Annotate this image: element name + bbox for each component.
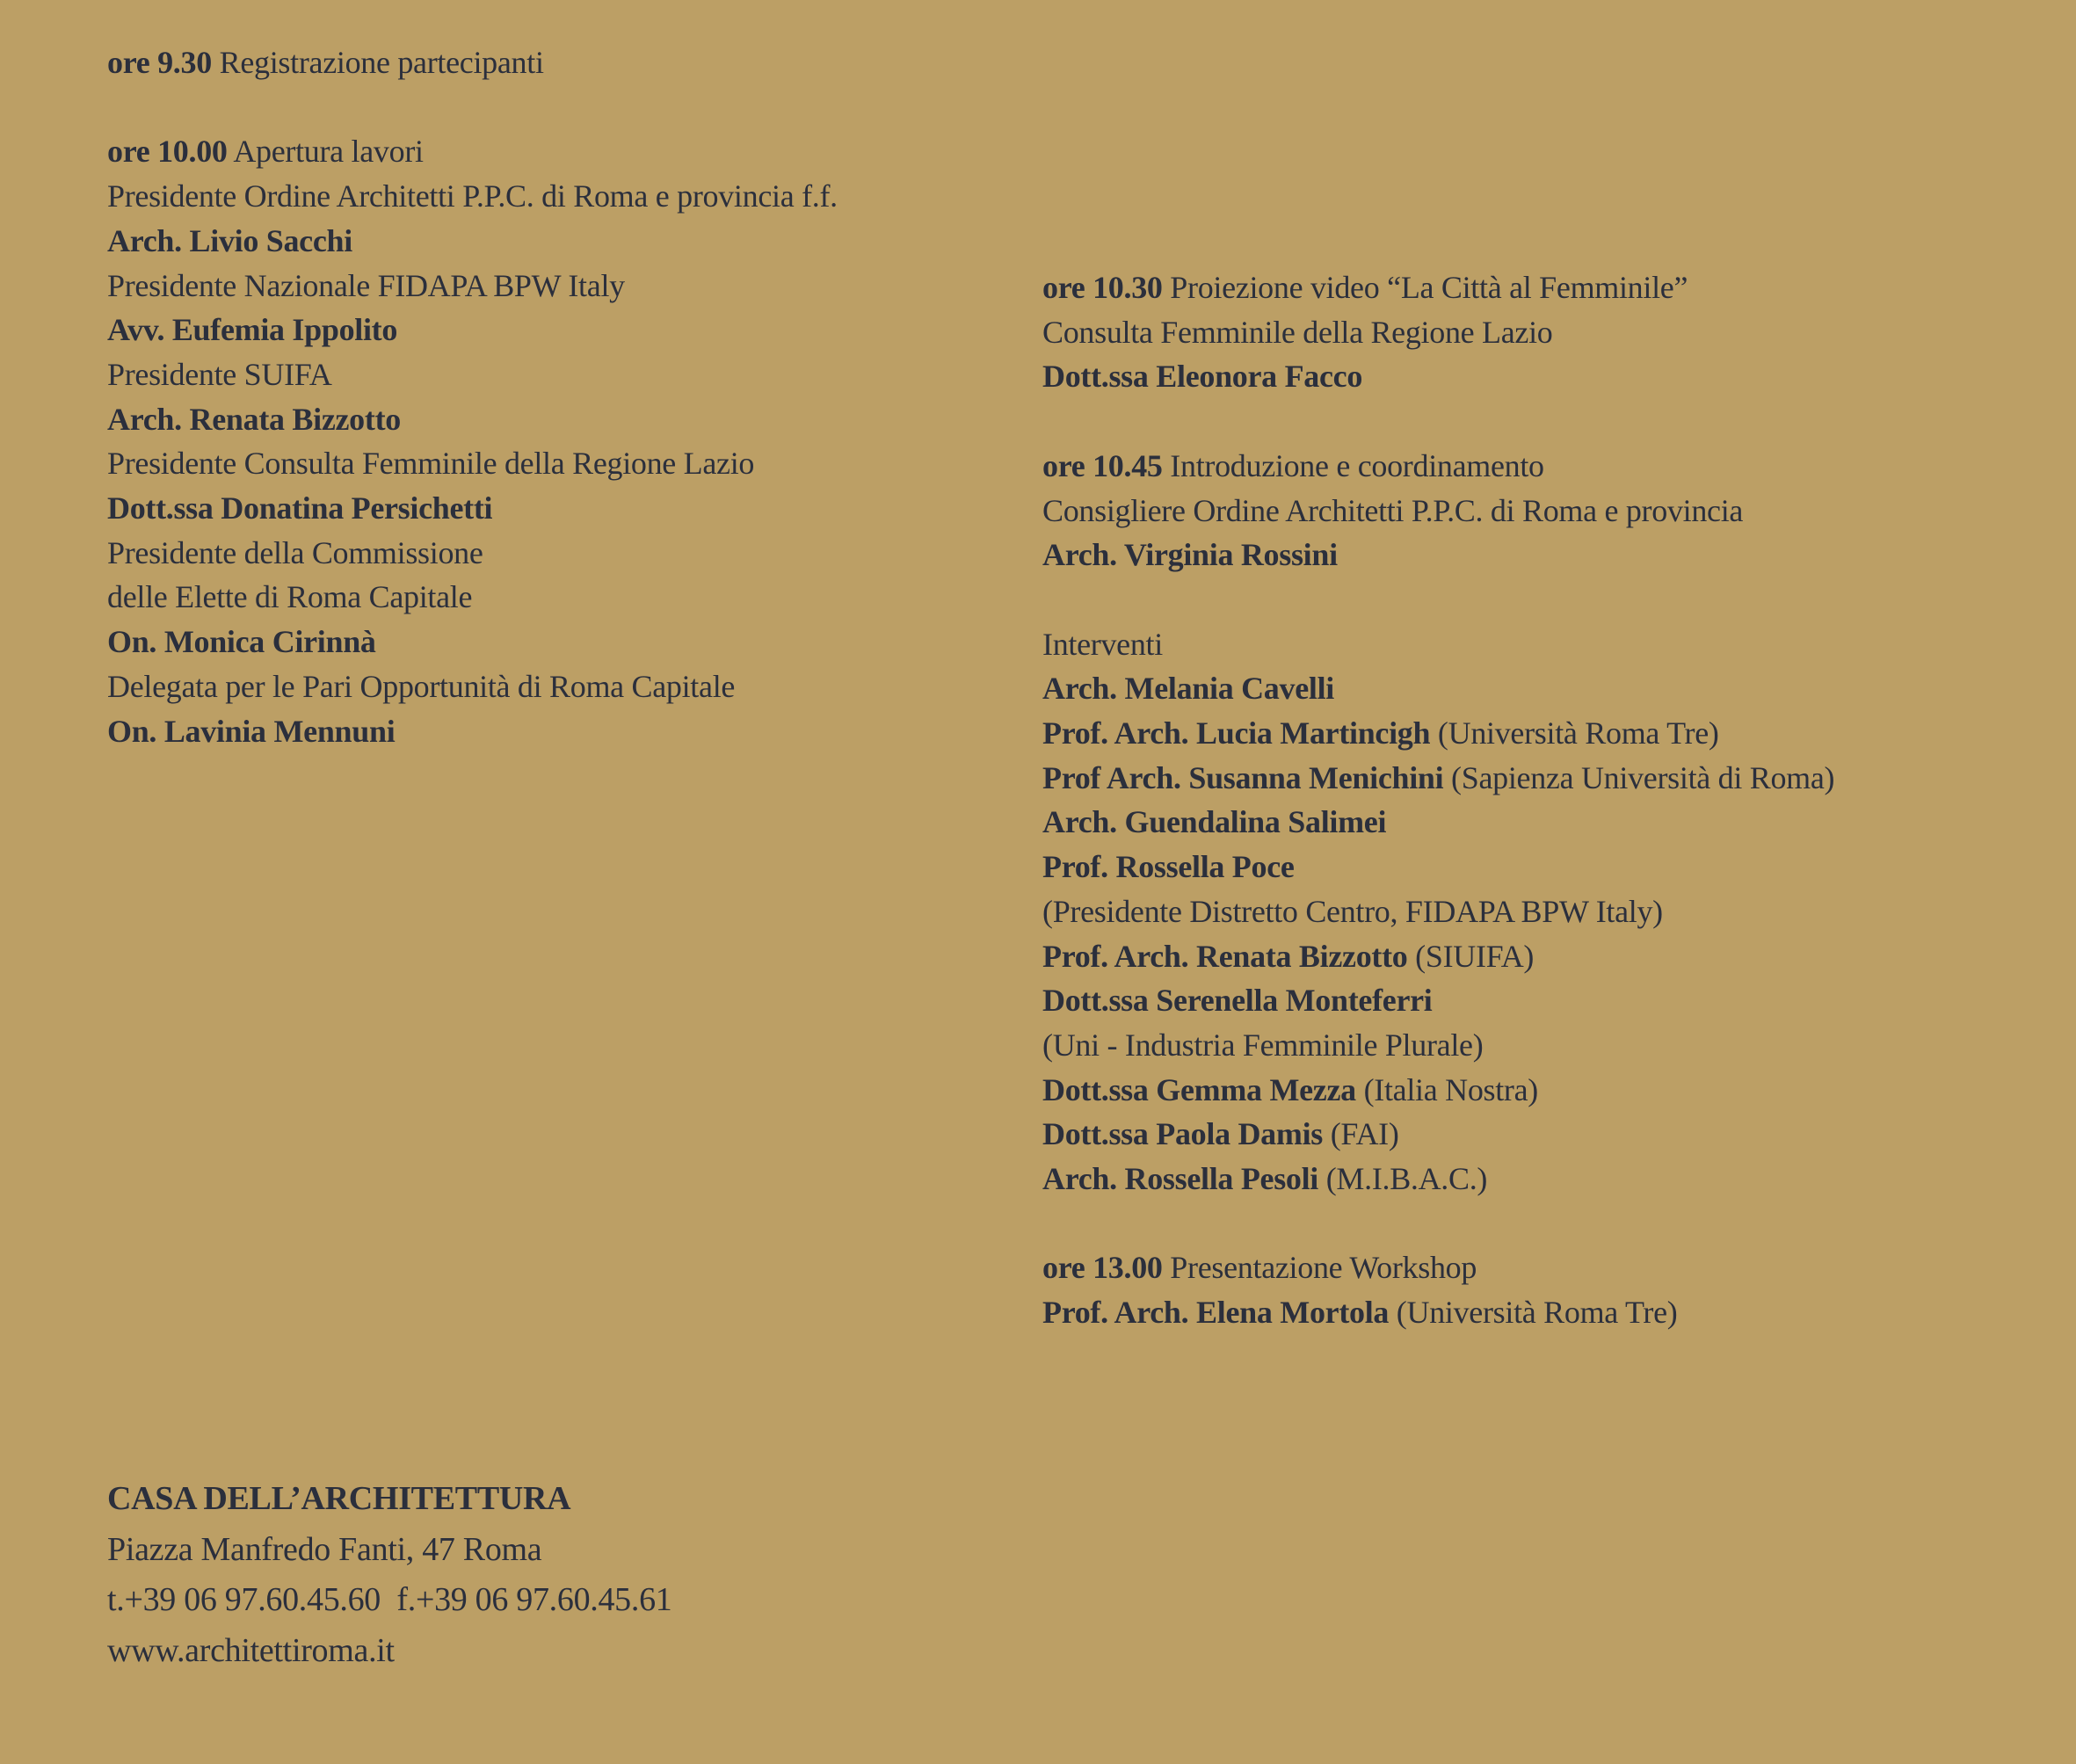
program-line [107,575,1039,620]
emphasis-text-segment: Prof. Arch. Elena Mortola [1042,1295,1390,1331]
program-line [107,219,1039,264]
program-line [107,129,1039,174]
text-segment: Delegata per le Pari Opportunità di Roma Capitale [107,668,736,704]
emphasis-text-segment: Arch. Livio Sacchi [107,222,352,258]
program-line [1042,399,2076,444]
text-segment: (Università Roma Tre) [1389,1295,1678,1331]
program-line [107,709,1039,754]
emphasis-text-segment: Dott.ssa Serenella Monteferri [1042,983,1433,1019]
program-line [107,486,1039,531]
text-segment: Presidente della Commissione [107,534,483,570]
emphasis-text-segment: ore 10.45 [1042,447,1163,483]
program-line [1042,711,2076,756]
program-line [107,352,1039,397]
program-line [1042,889,2076,934]
program-line [1042,354,2076,399]
text-segment: Consulta Femminile della Regione Lazio [1042,314,1553,350]
program-left-column [107,40,1039,753]
program-line [107,1474,671,1525]
text-segment: (SIUIFA) [1407,938,1535,974]
program-line [1042,978,2076,1023]
program-line [1042,577,2076,622]
program-line [1042,310,2076,355]
emphasis-text-segment: Prof Arch. Susanna Menichini [1042,759,1444,795]
text-segment: (Università Roma Tre) [1430,715,1719,751]
text-segment: t.+39 06 97.60.45.60 f.+39 06 97.60.45.61 [107,1581,672,1618]
program-line [1042,1201,2076,1246]
emphasis-text-segment: Arch. Melania Cavelli [1042,671,1334,707]
program-line [1042,756,2076,801]
text-segment: Registrazione partecipanti [211,45,544,80]
venue-block [107,1474,671,1676]
program-line [1042,622,2076,667]
text-segment: Presidente Ordine Architetti P.P.C. di Roma e provincia f.f. [107,178,838,214]
emphasis-text-segment: Arch. Virginia Rossini [1042,537,1338,573]
program-line [1042,1112,2076,1157]
emphasis-text-segment: Prof. Arch. Renata Bizzotto [1042,938,1408,974]
emphasis-text-segment: ore 13.00 [1042,1250,1163,1286]
program-line [1042,845,2076,889]
emphasis-text-segment: Dott.ssa Gemma Mezza [1042,1071,1356,1107]
text-segment: Piazza Manfredo Fanti, 47 Roma [107,1530,542,1568]
text-segment: Presentazione Workshop [1162,1250,1477,1286]
emphasis-text-segment: ore 9.30 [107,45,212,80]
program-line [1042,1068,2076,1113]
text-segment: Apertura lavori [227,134,424,170]
emphasis-text-segment: CASA DELL’ARCHITETTURA [107,1480,571,1517]
text-segment: Consigliere Ordine Architetti P.P.C. di Roma e provincia [1042,492,1744,528]
text-segment: Presidente Nazionale FIDAPA BPW Italy [107,267,625,303]
program-line [1042,1023,2076,1068]
text-segment: (FAI) [1323,1116,1399,1152]
program-line [107,664,1039,709]
program-line [1042,666,2076,711]
emphasis-text-segment: Dott.ssa Eleonora Facco [1042,359,1363,395]
program-right-column [1042,265,2076,1335]
emphasis-text-segment: On. Lavinia Mennuni [107,713,396,749]
emphasis-text-segment: ore 10.00 [107,134,228,170]
program-line [107,531,1039,576]
program-line [107,1626,671,1677]
text-segment: delle Elette di Roma Capitale [107,579,473,615]
text-segment: Presidente SUIFA [107,356,332,392]
text-segment: (Presidente Distretto Centro, FIDAPA BPW Italy) [1042,893,1663,929]
text-segment: Proiezione video “La Città al Femminile” [1162,270,1688,305]
program-line [1042,1157,2076,1201]
program-line [1042,265,2076,310]
text-segment: (Sapienza Università di Roma) [1443,759,1835,795]
program-line [1042,489,2076,534]
emphasis-text-segment: Dott.ssa Paola Damis [1042,1116,1323,1152]
program-line [107,174,1039,219]
text-segment: Interventi [1042,626,1163,662]
emphasis-text-segment: Prof. Arch. Lucia Martincigh [1042,715,1431,751]
program-line [1042,444,2076,489]
program-line [107,85,1039,130]
emphasis-text-segment: Arch. Rossella Pesoli [1042,1161,1319,1197]
text-segment: www.architettiroma.it [107,1631,395,1669]
program-line [1042,533,2076,577]
emphasis-text-segment: Prof. Rossella Poce [1042,849,1295,885]
emphasis-text-segment: Avv. Eufemia Ippolito [107,312,398,348]
text-segment: (Italia Nostra) [1355,1071,1538,1107]
program-line [107,441,1039,486]
program-line [107,264,1039,309]
program-line [107,397,1039,442]
program-line [107,308,1039,352]
emphasis-text-segment: Arch. Guendalina Salimei [1042,804,1387,840]
program-line [107,1575,671,1626]
program-line [107,1525,671,1576]
program-line [107,40,1039,85]
emphasis-text-segment: On. Monica Cirinnà [107,624,376,660]
text-segment: (Uni - Industria Femminile Plurale) [1042,1027,1484,1063]
text-segment: Introduzione e coordinamento [1162,447,1544,483]
text-segment: Presidente Consulta Femminile della Regione Lazio [107,446,755,482]
program-line [1042,1245,2076,1290]
program-line [1042,934,2076,979]
text-segment: (M.I.B.A.C.) [1318,1161,1488,1197]
emphasis-text-segment: Dott.ssa Donatina Persichetti [107,490,493,526]
program-line [1042,1290,2076,1335]
emphasis-text-segment: Arch. Renata Bizzotto [107,401,401,437]
emphasis-text-segment: ore 10.30 [1042,270,1163,305]
program-line [107,620,1039,664]
program-line [1042,800,2076,845]
